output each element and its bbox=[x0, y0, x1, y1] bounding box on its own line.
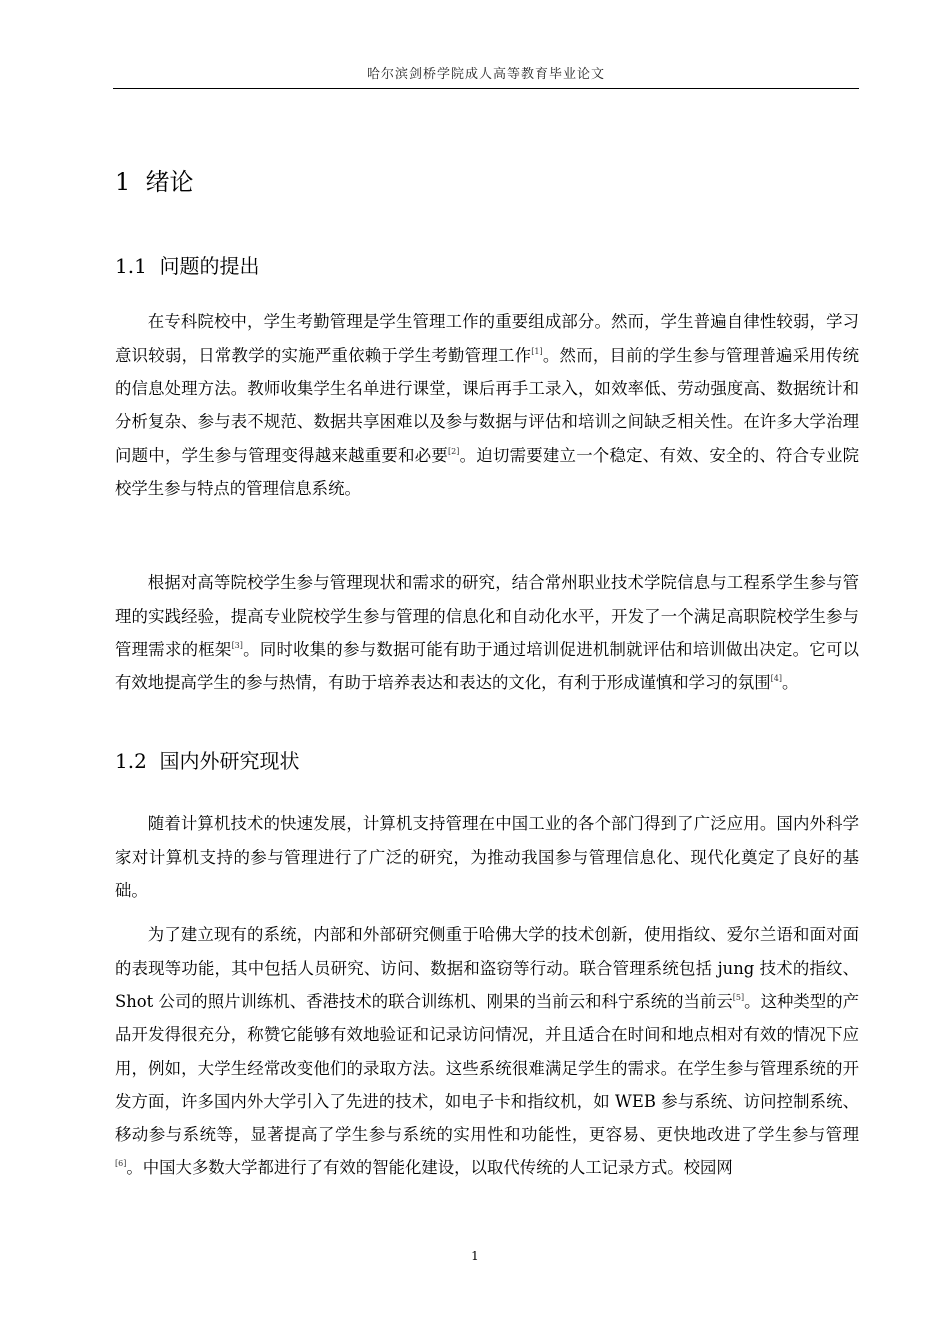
citation-mark: [3] bbox=[231, 640, 243, 650]
paragraph-text: 在专科院校中，学生考勤管理是学生管理工作的重要组成部分。然而，学生普遍自律性较弱，学习意识较弱，日常教学的实施严重依赖于学生考勤管理工作 bbox=[115, 312, 859, 365]
page-number: 1 bbox=[471, 1249, 479, 1263]
citation-mark: [2] bbox=[448, 446, 460, 456]
running-header: 哈尔滨剑桥学院成人高等教育毕业论文 bbox=[366, 67, 605, 82]
paragraph bbox=[115, 918, 859, 1184]
paragraph-text: 。然而，目前的学生参与管理普遍采用传统的信息处理方法。教师收集学生名单进行课堂，课后再手工录入，如效率低、劳动强度高、数据统计和分析复杂、参与表不规范、数据共享困难以及参与数据与评估和培训之间缺乏相关性。在许多大学治理问题中，学生参与管理变得越来越重要和必要 bbox=[115, 345, 859, 465]
header-rule bbox=[113, 88, 859, 89]
paragraph-text: 。迫切需要建立一个稳定、有效、安全的、符合专业院校学生参与特点的管理信息系统。 bbox=[115, 445, 860, 498]
paragraph-text: 。中国大多数大学都进行了有效的智能化建设，以取代传统的人工记录方式。校园网 bbox=[126, 1158, 733, 1178]
paragraph bbox=[115, 807, 859, 907]
paragraph bbox=[115, 566, 859, 699]
citation-mark: [4] bbox=[770, 674, 782, 684]
citation-mark: [1] bbox=[531, 346, 543, 356]
citation-mark: [5] bbox=[732, 992, 745, 1002]
paragraph-text: 。这种类型的产品开发得很充分，称赞它能够有效地验证和记录访问情况，并且适合在时间和地点相对有效的情况下应用，例如，大学生经常改变他们的录取方法。这些系统很难满足学生的需求。在学生参与管理系统的开发方面，许多国内外大学引入了先进的技术，如电子卡和指纹机，如 WEB 参与系统、访问控制系统、移动参与系统等，显著提高了学生参与系统的实用性和功能性，更容易、更快地改进了学生参与管理 bbox=[115, 991, 860, 1145]
chapter-title: 1 绪论 bbox=[115, 168, 194, 196]
paragraph bbox=[115, 305, 859, 505]
paragraph-text: 根据对高等院校学生参与管理现状和需求的研究，结合常州职业技术学院信息与工程系学生参与管理的实践经验，提高专业院校学生参与管理的信息化和自动化水平，开发了一个满足高职院校学生参与管理需求的框架 bbox=[115, 573, 859, 659]
section-title-1-2: 1.2 国内外研究现状 bbox=[115, 749, 300, 773]
paragraph-text: 随着计算机技术的快速发展，计算机支持管理在中国工业的各个部门得到了广泛应用。国内外科学家对计算机支持的参与管理进行了广泛的研究，为推动我国参与管理信息化、现代化奠定了良好的基础。 bbox=[115, 814, 859, 900]
citation-mark: [6] bbox=[115, 1159, 127, 1169]
paragraph-text: 为了建立现有的系统，内部和外部研究侧重于哈佛大学的技术创新，使用指纹、爱尔兰语和面对面的表现等功能，其中包括人员研究、访问、数据和盗窃等行动。联合管理系统包括 jung 技术的指纹、Shot 公司的照片训练机、香港技术的联合训练机、刚果的当前云和科宁系统的当前云 bbox=[115, 925, 859, 1011]
paragraph-text: 。 bbox=[781, 673, 799, 693]
paragraph-text: 。同时收集的参与数据可能有助于通过培训促进机制就评估和培训做出决定。它可以有效地提高学生的参与热情，有助于培养表达和表达的文化，有利于形成谨慎和学习的氛围 bbox=[115, 639, 860, 693]
section-title-1-1: 1.1 问题的提出 bbox=[115, 254, 260, 278]
